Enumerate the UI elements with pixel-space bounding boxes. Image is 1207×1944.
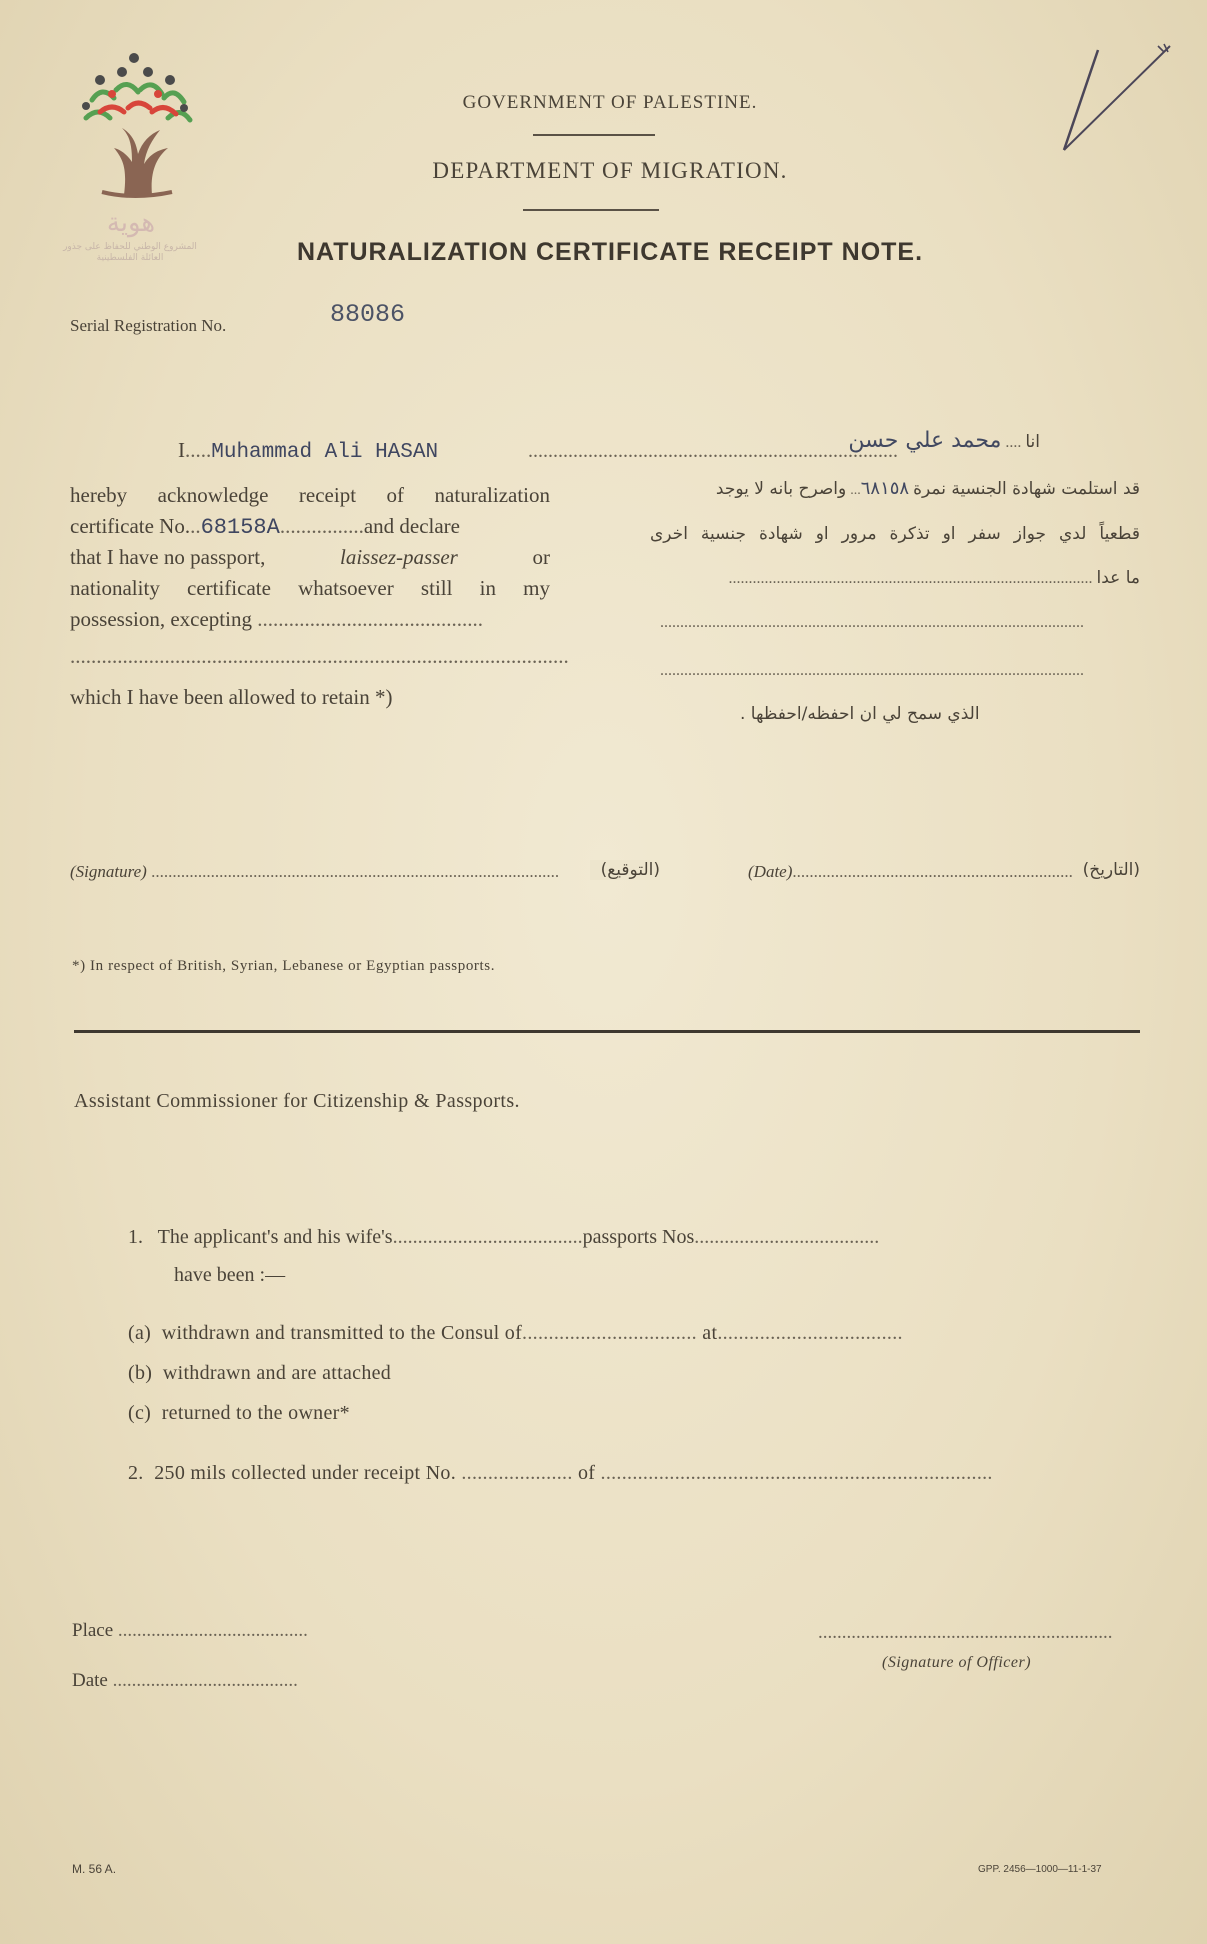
item-2-line: 2. 250 mils collected under receipt No. ..................... of .......................................................................... [128, 1462, 993, 1484]
logo-name: هوية [106, 208, 156, 238]
item-text: The applicant's and his wife's [157, 1226, 393, 1248]
declarant-line-ar: انا .... محمد علي حسن [848, 428, 1040, 453]
office-heading: Assistant Commissioner for Citizenship & Passports. [74, 1090, 520, 1112]
section-divider [74, 1030, 1140, 1033]
date-label-footer: Date [72, 1670, 108, 1691]
certificate-number-ar: ٦٨١٥٨ [860, 478, 910, 499]
dotted-line: .......................................................................................................... [660, 662, 1084, 679]
item-a-line: (a) withdrawn and transmitted to the Consul of................................. at................................... [128, 1322, 903, 1344]
date-label-ar: (التاريخ) [1082, 860, 1140, 880]
form-number: M. 56 A. [72, 1862, 117, 1876]
certificate-prefix: certificate No. [70, 514, 191, 538]
government-heading: GOVERNMENT OF PALESTINE. [462, 92, 758, 113]
item-label: (a) [128, 1322, 152, 1344]
item-text: withdrawn and are attached [162, 1362, 392, 1384]
declarant-name-en: Muhammad Ali HASAN [211, 441, 439, 464]
item-text: withdrawn and transmitted to the Consul of [161, 1322, 523, 1344]
retain-line: which I have been allowed to retain *) [70, 685, 393, 709]
declaration-ar-text: ما عدا [1096, 568, 1140, 588]
signature-label-ar: (التوقيع) [590, 860, 660, 880]
certificate-suffix: and declare [363, 514, 460, 538]
item-text: of [577, 1462, 596, 1484]
date-field-footer: Date ....................................... [72, 1670, 298, 1691]
serial-label: Serial Registration No. [70, 316, 227, 335]
item-c-line [128, 1402, 350, 1425]
check-mark-annotation [1040, 40, 1180, 160]
declaration-line: hereby acknowledge receipt of naturalization [70, 483, 550, 507]
declaration-en-block [70, 480, 569, 713]
certificate-line: certificate No...68158A................and declare [70, 514, 460, 540]
item-text: returned to the owner* [161, 1402, 350, 1424]
item-label: (b) [128, 1362, 153, 1384]
date-field: (Date).................................................................. [748, 862, 1073, 881]
declaration-ar-text: قد استلمت شهادة الجنسية نمرة [913, 479, 1140, 499]
header-rule [523, 209, 659, 211]
declaration-ar-line: قد استلمت شهادة الجنسية نمرة ٦٨١٥٨... واصرح بانه لا يوجد [715, 478, 1140, 499]
item-text: 250 mils collected under receipt No. [154, 1462, 457, 1484]
retain-line-ar: الذي سمح لي ان احفظه/احفظها . [740, 704, 980, 724]
declarant-line: I.....Muhammad Ali HASAN [178, 438, 439, 464]
item-number: 2. [128, 1462, 144, 1484]
item-label: (c) [128, 1402, 152, 1424]
officer-signature-line: .............................................................. [818, 1622, 1113, 1643]
declaration-line: nationality certificate whatsoever still in my [70, 576, 550, 600]
declaration-text: or [532, 545, 550, 569]
date-label: (Date) [748, 862, 793, 881]
excepting-line: possession, excepting ........................................... [70, 607, 483, 631]
item-1-line: 1. The applicant's and his wife's......................................passports Nos..................................... [128, 1226, 880, 1248]
declaration-ar-text: واصرح بانه لا يوجد [715, 479, 847, 499]
item-1-line2: have been :— [174, 1264, 286, 1286]
declaration-ar-line: قطعياً لدي جواز سفر او تذكرة مرور او شهادة جنسية اخرى [650, 524, 1140, 544]
declaration-line [70, 542, 550, 573]
place-field: Place ........................................ [72, 1620, 308, 1641]
declaration-text: laissez-passer [340, 545, 458, 569]
declarant-prefix: I [178, 438, 185, 462]
declaration-text: possession, excepting [70, 607, 252, 631]
declarant-prefix-ar: انا [1025, 432, 1040, 452]
signature-field: (Signature) ................................................................................................ [70, 862, 560, 881]
declaration-text: that I have no passport, [70, 545, 266, 569]
document-title: NATURALIZATION CERTIFICATE RECEIPT NOTE. [296, 238, 924, 266]
certificate-number: 68158A [200, 515, 280, 540]
signature-label: (Signature) [70, 862, 147, 881]
item-text: at [702, 1322, 718, 1344]
dotted-line: .......................................................................... [528, 440, 898, 462]
logo-caption: المشروع الوطني للحفاظ على جذور العائلة الفلسطينية [63, 242, 197, 263]
footnote: *) In respect of British, Syrian, Lebanese or Egyptian passports. [72, 958, 496, 974]
item-text: passports Nos [582, 1226, 695, 1248]
print-reference: GPP. 2456—1000—11-1-37 [978, 1864, 1102, 1875]
except-line-ar: ما عدا ........................................................................................... [728, 568, 1140, 588]
family-tree-logo-icon [72, 50, 197, 200]
item-b-line [128, 1362, 391, 1385]
header-rule [533, 134, 655, 136]
item-number: 1. [128, 1226, 143, 1248]
place-label: Place [72, 1620, 114, 1641]
dotted-line: ............................................................................................... [70, 644, 569, 668]
dotted-line: .......................................................................................................... [660, 614, 1084, 631]
officer-signature-label: (Signature of Officer) [882, 1654, 1032, 1671]
serial-number: 88086 [330, 300, 406, 329]
department-heading: DEPARTMENT OF MIGRATION. [432, 158, 788, 183]
declarant-name-ar: محمد علي حسن [848, 428, 1002, 453]
